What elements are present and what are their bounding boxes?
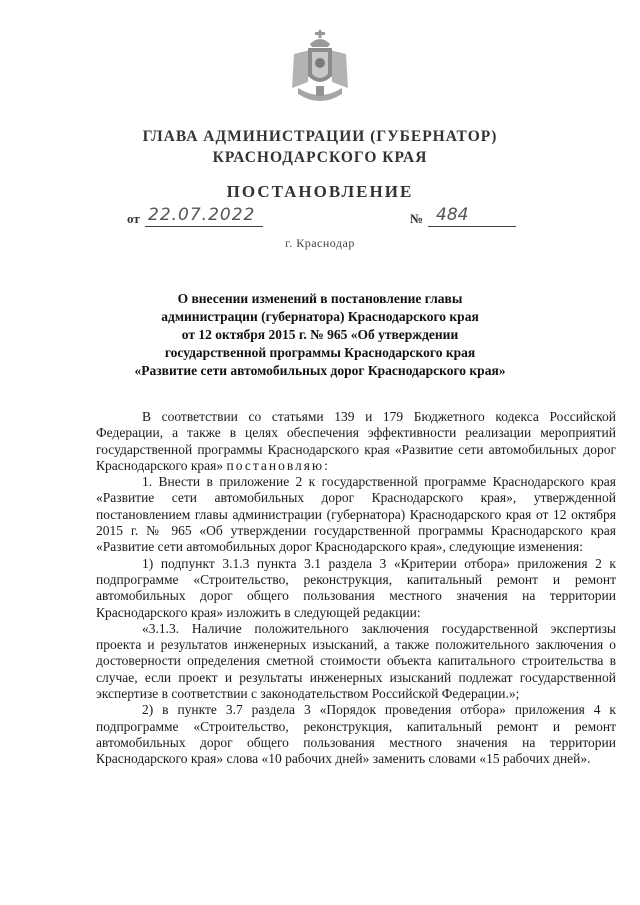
title-line: администрации (губернатора) Краснодарского края	[161, 309, 479, 324]
paragraph-subitem-1: 1) подпункт 3.1.3 пункта 3.1 раздела 3 «Критерии отбора» приложения 2 к подпрограмме «Строительство, реконструкция, капитальный ремонт и ремонт автомобильных дорог общего пользования местного значения на территории Краснодарского края» изложить в следующей редакции:	[96, 555, 616, 620]
preamble-text: В соответствии со статьями 139 и 179 Бюджетного кодекса Российской Федерации, а также в целях обеспечения эффективности реализации мероприятий государственной программы Краснодарского края «Развитие сети автомобильных дорог Краснодарского края»	[96, 409, 616, 473]
title-line: «Развитие сети автомобильных дорог Краснодарского края»	[134, 363, 506, 378]
paragraph-subitem-2: 2) в пункте 3.7 раздела 3 «Порядок проведения отбора» приложения 4 к подпрограмме «Строительство, реконструкция, капитальный ремонт и ремонт автомобильных дорог общего пользования местного значения на территории Краснодарского края» слова «10 рабочих дней» заменить словами «15 рабочих дней».	[96, 702, 616, 767]
paragraph-quote: «3.1.3. Наличие положительного заключения государственной экспертизы проекта и результатов инженерных изысканий, а также положительного заключения о достоверности определения сметной стоимости объекта капитального строительства в случае, если проект и результаты инженерных изысканий подлежат государственной экспертизе в соответствии с законодательством Российской Федерации.»;	[96, 620, 616, 702]
title-line: О внесении изменений в постановление главы	[177, 291, 463, 306]
document-type: ПОСТАНОВЛЕНИЕ	[226, 182, 414, 201]
document-body	[96, 409, 616, 768]
title-line: от 12 октября 2015 г. № 965 «Об утверждении	[181, 327, 459, 342]
paragraph-preamble	[96, 409, 616, 474]
paragraph-item-1: 1. Внести в приложение 2 к государственной программе Краснодарского края «Развитие сети автомобильных дорог Краснодарского края», утвержденной постановлением главы администрации (губернатора) Краснодарского края от 12 октября 2015 г. № 965 «Об утверждении государственной программы Краснодарского края «Развитие сети автомобильных дорог Краснодарского края», следующие изменения:	[96, 474, 616, 555]
coat-of-arms-emblem	[288, 30, 352, 108]
city: г. Краснодар	[285, 236, 355, 250]
decree-word: постановляю:	[226, 457, 330, 473]
authority-title: ГЛАВА АДМИНИСТРАЦИИ (ГУБЕРНАТОР)	[142, 128, 498, 145]
number-underline	[428, 226, 516, 227]
document-title	[100, 290, 540, 380]
date-underline	[145, 226, 263, 227]
number-label: №	[410, 211, 424, 226]
date-label: от	[127, 211, 140, 226]
title-line: государственной программы Краснодарского края	[164, 345, 476, 360]
document-number: 484	[436, 205, 469, 225]
region-title: КРАСНОДАРСКОГО КРАЯ	[212, 149, 428, 166]
document-date: 22.07.2022	[148, 205, 256, 225]
